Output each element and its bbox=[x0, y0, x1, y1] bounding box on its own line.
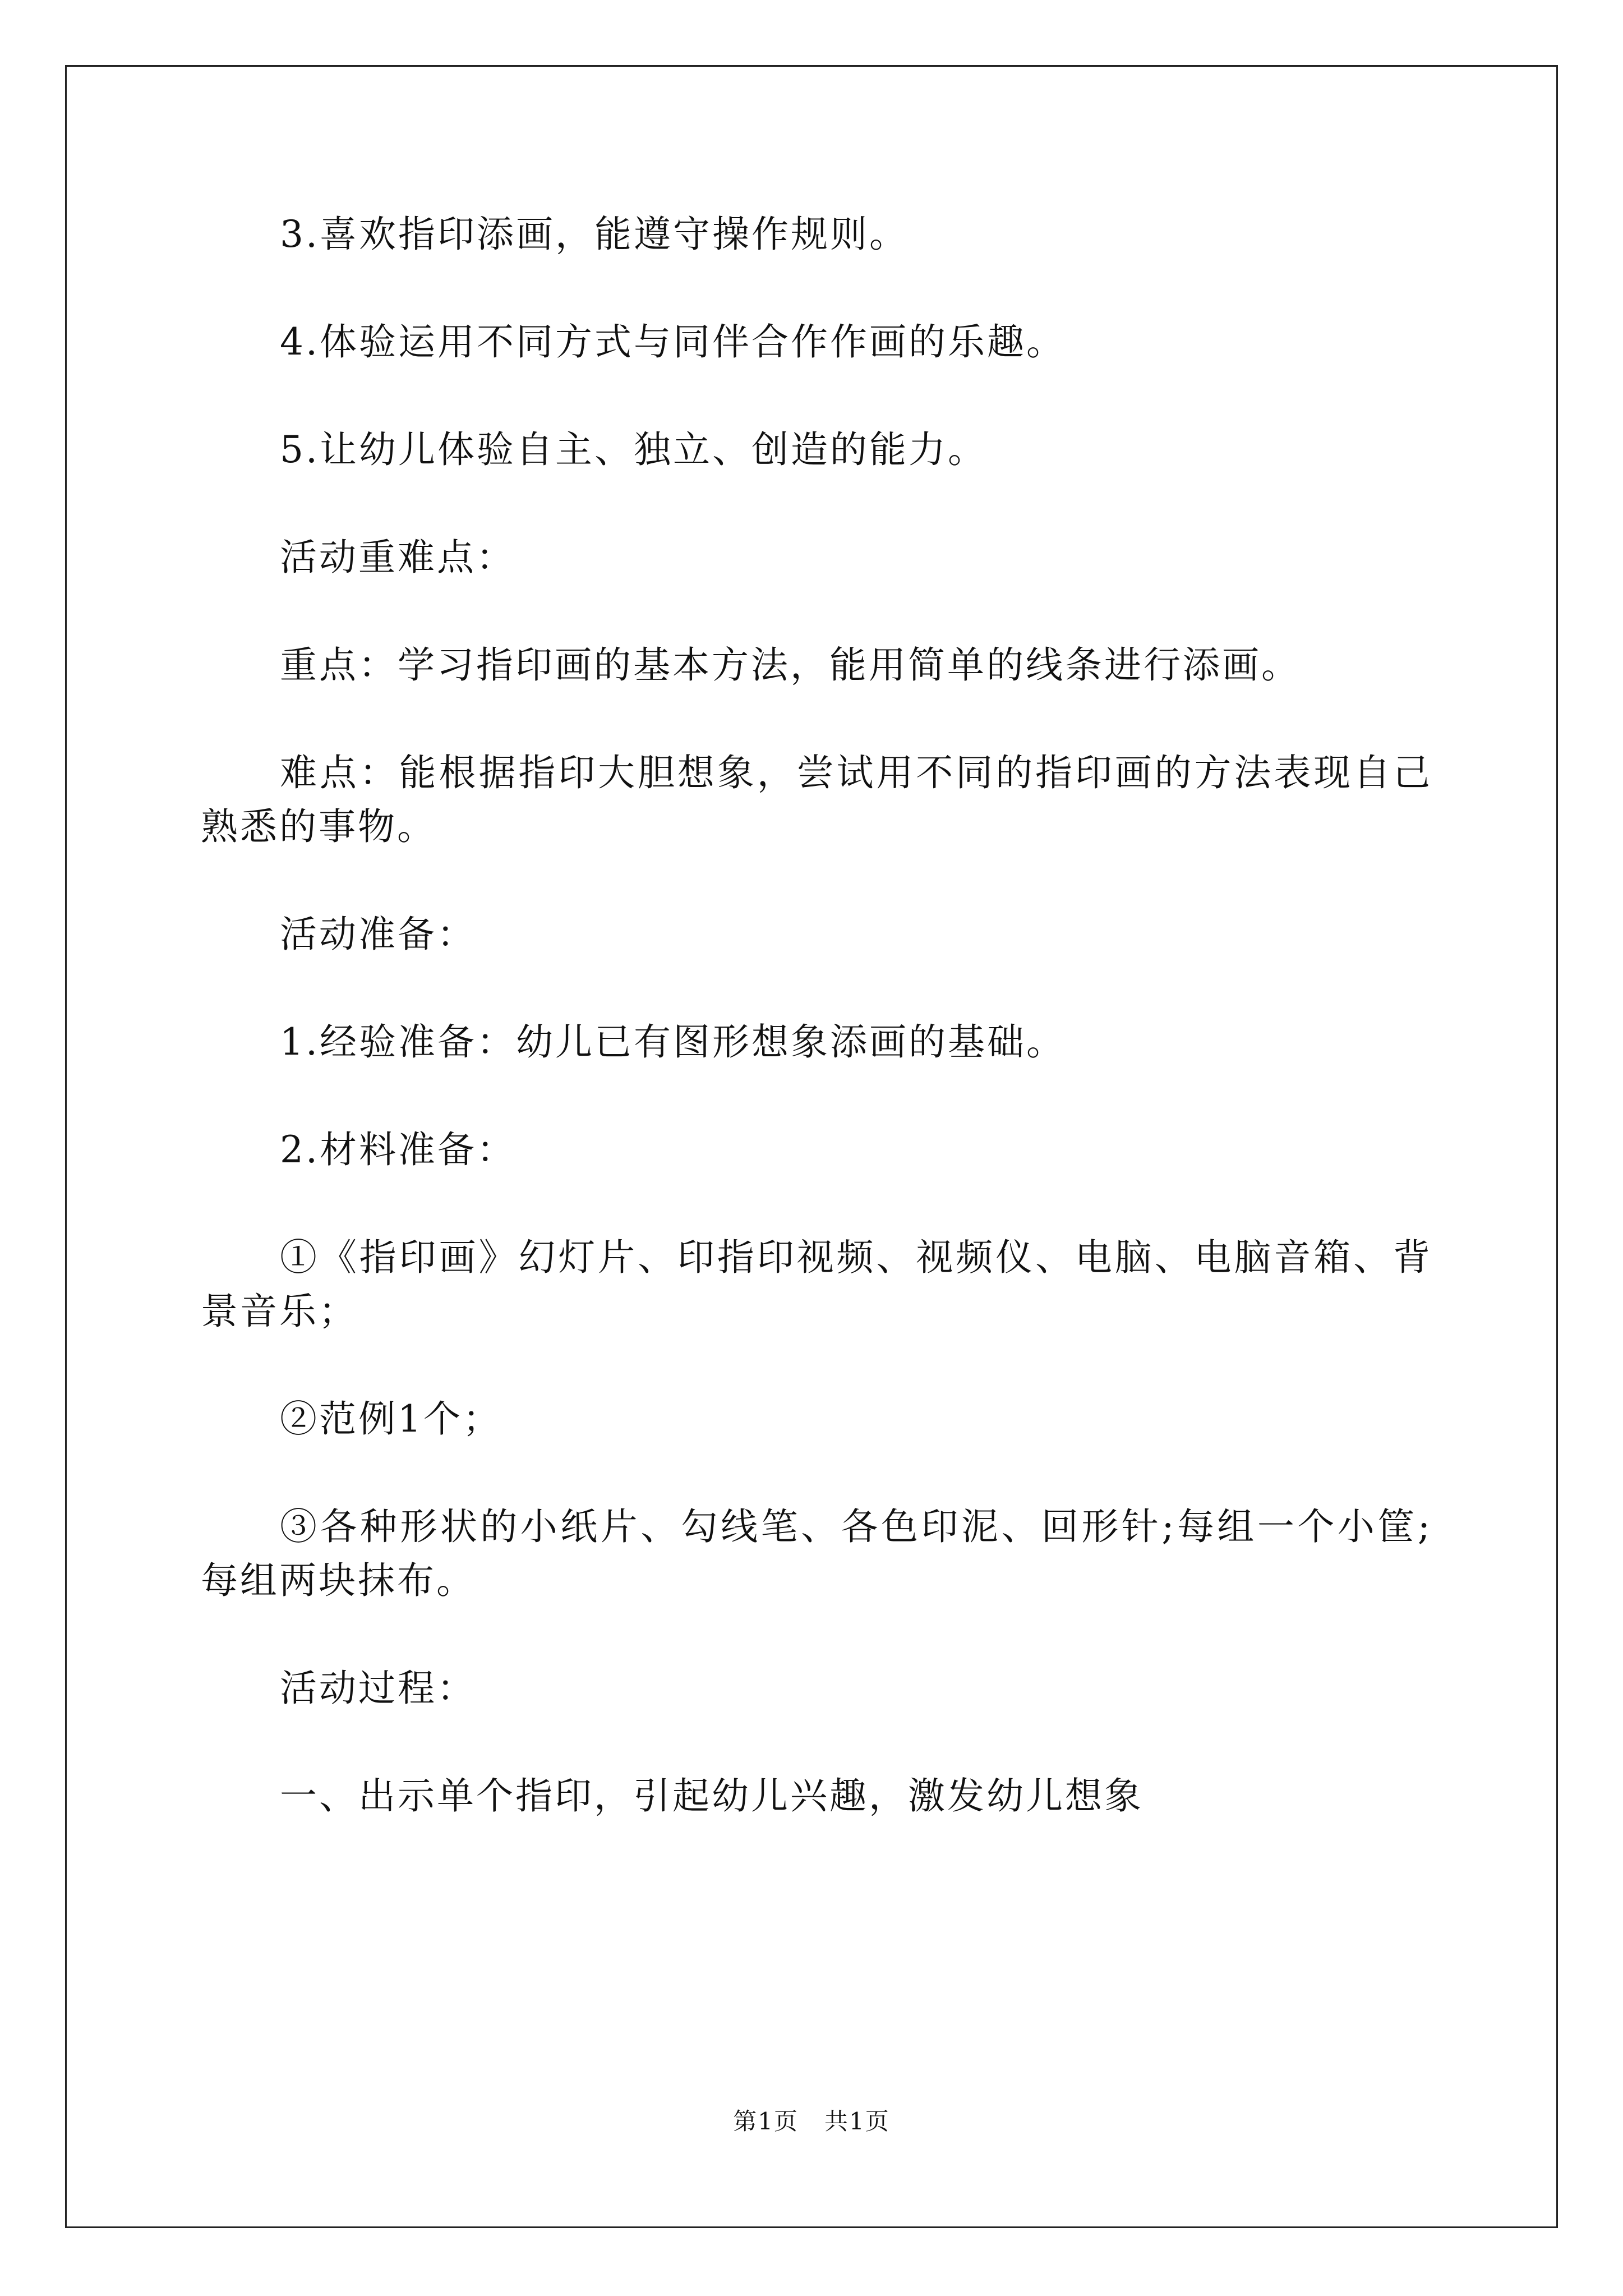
section-heading: 活动重难点： bbox=[280, 536, 515, 579]
document-body bbox=[201, 208, 1432, 1877]
paragraph: 2.材料准备： bbox=[280, 1128, 516, 1171]
paragraph: 5.让幼儿体验自主、独立、创造的能力。 bbox=[280, 428, 987, 471]
section-heading: 活动准备： bbox=[280, 913, 476, 956]
paragraph: 3.喜欢指印添画，能遵守操作规则。 bbox=[280, 213, 909, 256]
paragraph: ①《指印画》幻灯片、印指印视频、视频仪、电脑、电脑音箱、背景音乐； bbox=[201, 1236, 1432, 1333]
page-footer: 第1页 共1页 bbox=[733, 2108, 890, 2135]
paragraph: 重点：学习指印画的基本方法，能用简单的线条进行添画。 bbox=[280, 643, 1301, 687]
paragraph: 1.经验准备：幼儿已有图形想象添画的基础。 bbox=[280, 1020, 1066, 1064]
paragraph: 一、出示单个指印，引起幼儿兴趣，激发幼儿想象 bbox=[280, 1774, 1144, 1818]
paragraph: 4.体验运用不同方式与同伴合作作画的乐趣。 bbox=[280, 320, 1066, 364]
section-heading: 活动过程： bbox=[280, 1667, 476, 1710]
paragraph: ③各种形状的小纸片、勾线笔、各色印泥、回形针;每组一个小筐;每组两块抹布。 bbox=[201, 1505, 1432, 1602]
paragraph: ②范例1个； bbox=[280, 1397, 502, 1441]
paragraph: 难点：能根据指印大胆想象，尝试用不同的指印画的方法表现自己熟悉的事物。 bbox=[201, 751, 1432, 848]
